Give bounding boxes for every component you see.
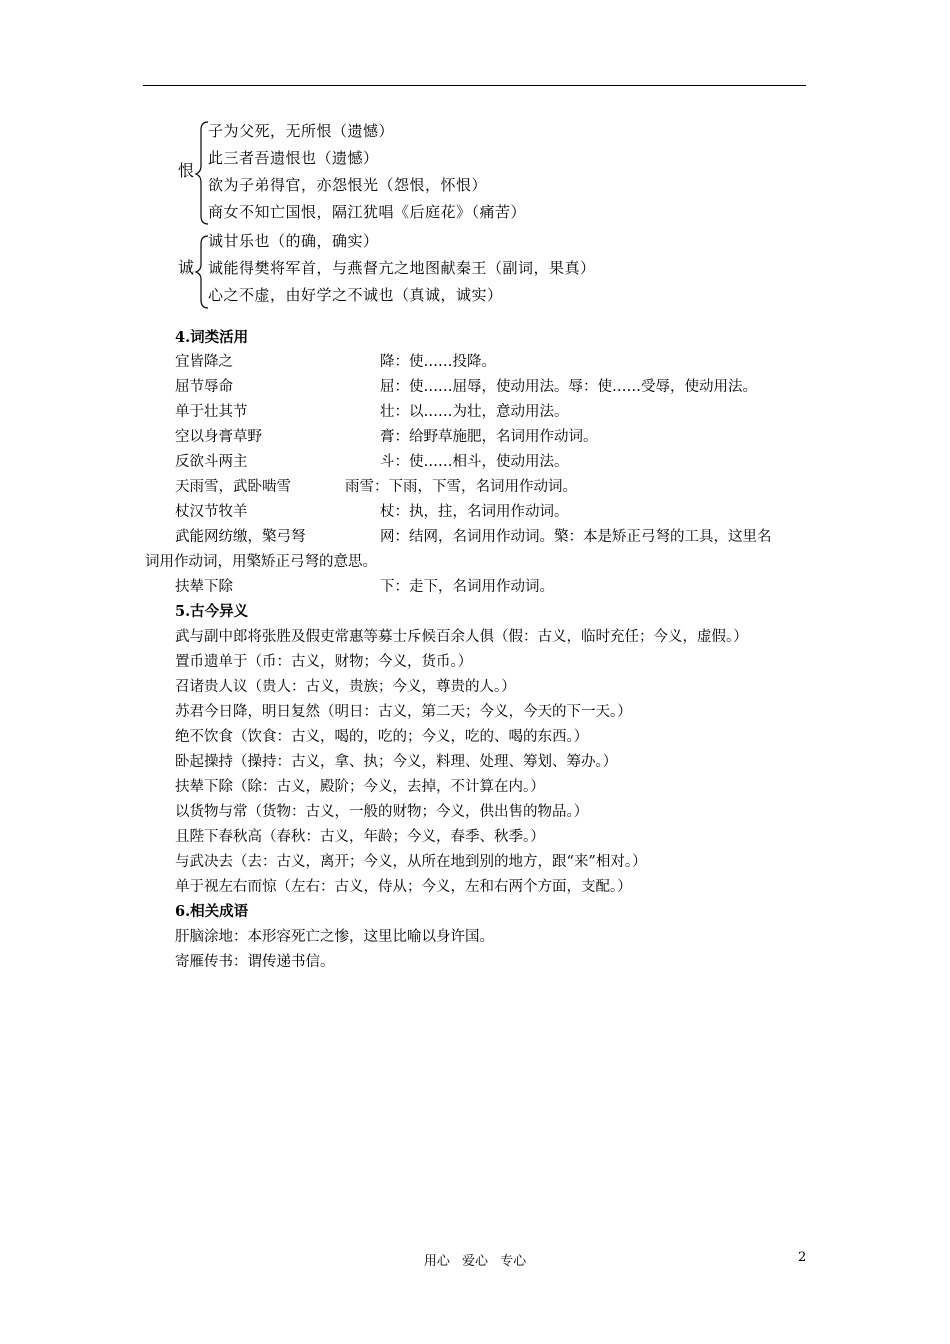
footer-word: 爱心: [461, 1254, 488, 1269]
s4-example: 单于壮其节: [175, 404, 248, 420]
s4-explanation: 杖：执，拄，名词用作动词。: [380, 504, 569, 520]
cheng-group: [170, 230, 770, 310]
s4-example: 天雨雪，武卧啮雪: [175, 479, 291, 495]
s4-example: 空以身膏草野: [175, 429, 262, 445]
s5-line: 与武决去（去：古义，离开；今义，从所在地到别的地方，跟“来”相对。）: [175, 854, 647, 870]
s5-line: 武与副中郎将张胜及假吏常惠等募士斥候百余人俱（假：古义，临时充任；今义，虚假。）: [175, 629, 748, 645]
s5-line: 且陛下春秋高（春秋：古义，年龄；今义，春季、秋季。）: [175, 829, 545, 845]
s4-explanation: 斗：使……相斗，使动用法。: [380, 454, 569, 470]
page-number: 2: [798, 1250, 807, 1265]
hen-line-1: 子为父死，无所恨（遗憾）: [208, 122, 395, 140]
s4-example: 武能网纺缴，檠弓弩: [175, 529, 306, 545]
s4-example: 杖汉节牧羊: [175, 504, 248, 520]
s5-line: 扶辇下除（除：古义，殿阶；今义，去掉，不计算在内。）: [175, 779, 545, 795]
cheng-line-2: 诚能得樊将军首，与燕督亢之地图献秦王（副词，果真）: [208, 259, 596, 277]
s4-continuation-text: 词用作动词，用檠矫正弓弩的意思。: [145, 554, 377, 570]
s4-explanation: 降：使……投降。: [380, 354, 496, 370]
s5-line: 召诸贵人议（贵人：古义，贵族；今义，尊贵的人。）: [175, 679, 516, 695]
hen-line-3: 欲为子弟得官，亦怨恨光（怨恨，怀恨）: [208, 176, 488, 194]
s4-explanation: 网：结网，名词用作动词。檠：本是矫正弓弩的工具，这里名: [380, 529, 772, 545]
s4-example: 屈节辱命: [175, 379, 233, 395]
footer-word: 专心: [500, 1254, 527, 1269]
hen-char: 恨: [178, 161, 195, 180]
section-6-title: 6.相关成语: [175, 903, 249, 920]
s5-line: 苏君今日降，明日复然（明日：古义，第二天；今义，今天的下一天。）: [175, 704, 632, 720]
cheng-line-1: 诚甘乐也（的确，确实）: [208, 232, 379, 250]
s5-line: 绝不饮食（饮食：古义，喝的，吃的；今义，吃的、喝的东西。）: [175, 729, 589, 745]
s4-explanation: 膏：给野草施肥，名词用作动词。: [380, 429, 598, 445]
s4-example: 扶辇下除: [175, 579, 233, 595]
s5-line: 卧起操持（操持：古义，拿、执；今义，料理、处理、筹划、筹办。）: [175, 754, 618, 770]
cheng-line-3: 心之不虚，由好学之不诚也（真诚，诚实）: [208, 286, 503, 304]
s4-example: 宜皆降之: [175, 354, 233, 370]
s5-line: 置币遗单于（币：古义，财物；今义，货币。）: [175, 654, 473, 670]
page-footer: [0, 1250, 950, 1269]
s4-explanation: 屈：使……屈辱，使动用法。辱：使……受辱，使动用法。: [380, 379, 757, 395]
section-5-title: 5.古今异义: [175, 603, 249, 620]
hen-line-2: 此三者吾遗恨也（遗憾）: [208, 149, 379, 167]
s5-line: 以货物与常（货物：古义，一般的财物；今义，供出售的物品。）: [175, 804, 589, 820]
hen-line-4: 商女不知亡国恨，隔江犹唱《后庭花》（痛苦）: [208, 203, 527, 221]
s4-explanation: 下：走下，名词用作动词。: [380, 579, 554, 595]
hen-group: [170, 118, 770, 228]
s5-line: 单于视左右而惊（左右：古义，侍从；今义，左和右两个方面，支配。）: [175, 879, 632, 895]
s4-explanation: 雨雪：下雨，下雪，名词用作动词。: [345, 479, 577, 495]
s6-line: 肝脑涂地：本形容死亡之惨，这里比喻以身许国。: [175, 929, 494, 945]
cheng-char: 诚: [178, 258, 195, 277]
header-rule: [143, 85, 806, 86]
s6-line: 寄雁传书：谓传递书信。: [175, 954, 335, 970]
footer-word: 用心: [423, 1254, 450, 1269]
s4-explanation: 壮：以……为壮，意动用法。: [380, 404, 569, 420]
s4-example: 反欲斗两主: [175, 454, 248, 470]
section-4-title: 4.词类活用: [175, 329, 249, 346]
